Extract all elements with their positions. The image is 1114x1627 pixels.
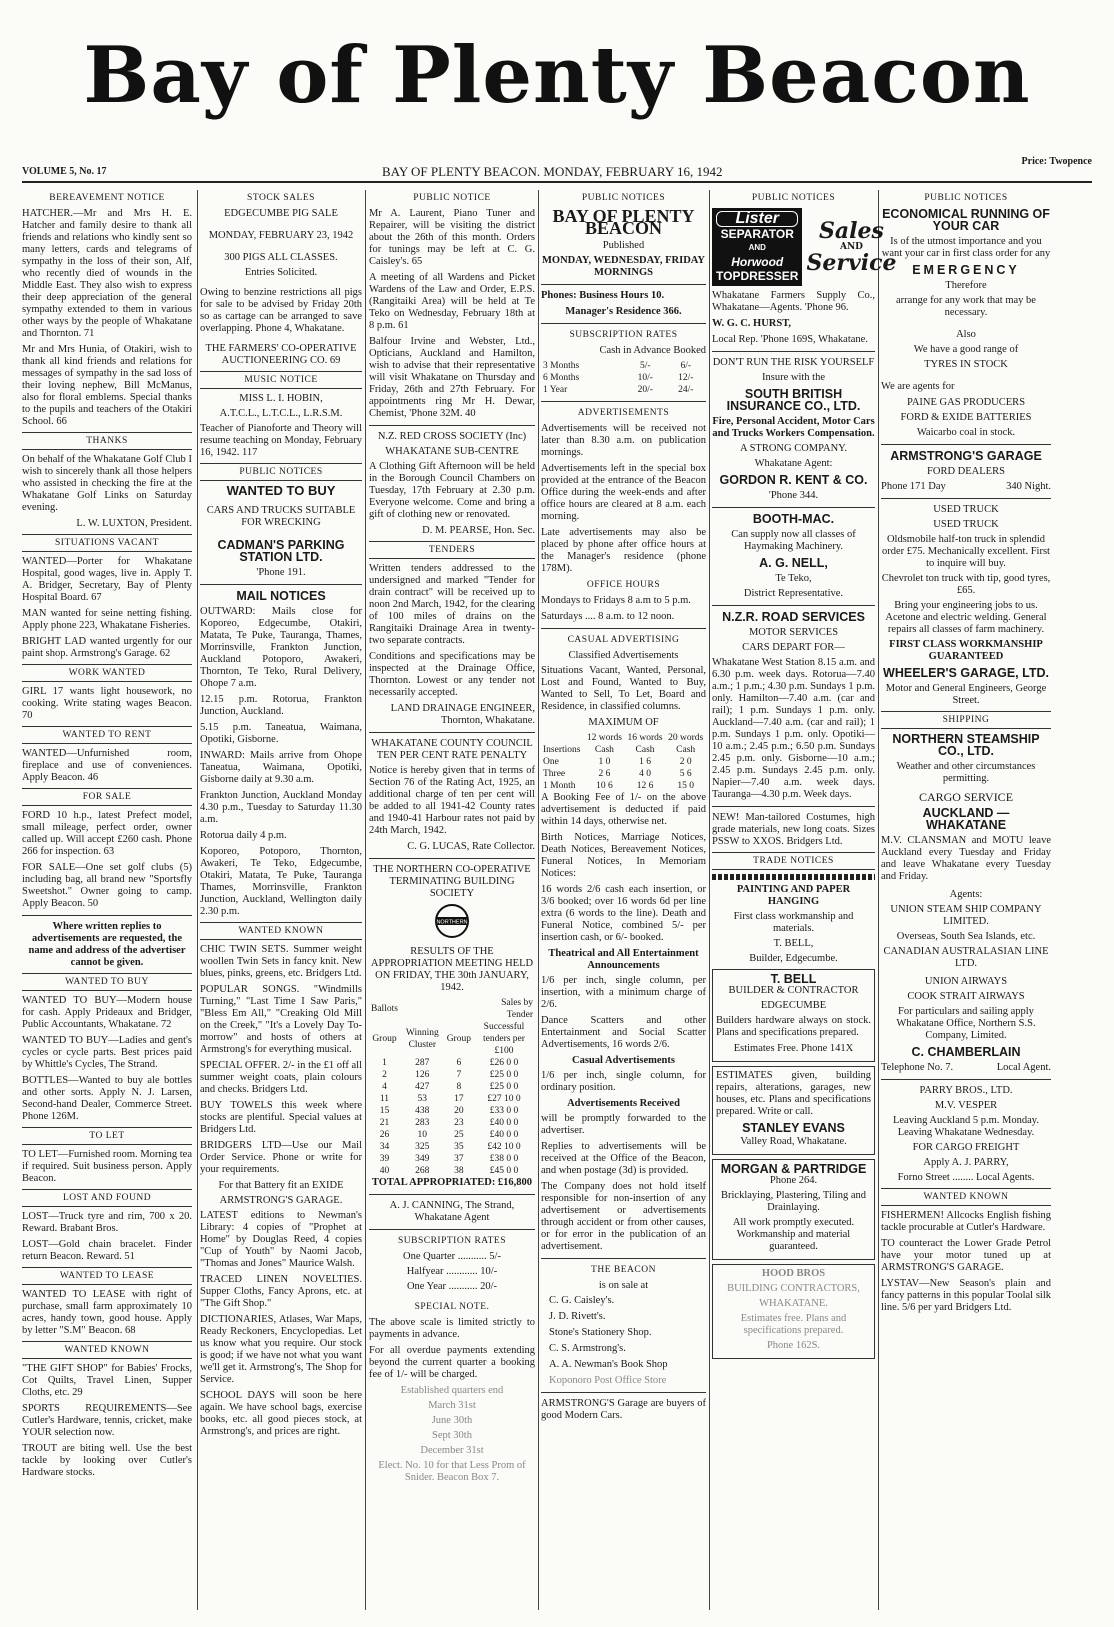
section-heading: THE BEACON <box>591 1265 656 1275</box>
ad-line: MOTOR SERVICES <box>748 627 839 638</box>
classified-ad: DICTIONARIES, Atlases, War Maps, Ready Reckoners, Encyclopedias. Let us know what you require. Our stock is good; if we have not what you want we'll get it. Armstrong's, The Shop for Service. <box>200 1314 362 1385</box>
ad-body: Whakatane Farmers Supply Co., Whakatane—Agents. 'Phone 96. <box>712 290 875 313</box>
ad-body: Chevrolet ton truck with tip, good tyres, £65. <box>881 573 1051 596</box>
hood-ad: HOOD BROS BUILDING CONTRACTORS, WHAKATANE. Estimates free. Plans and specifications prepared. Phone 162S. <box>712 1264 875 1359</box>
ad-title: WANTED TO BUY <box>226 483 336 498</box>
total-appropriated: TOTAL APPROPRIATED: £16,800 <box>371 1177 533 1188</box>
column-1 <box>22 190 192 1610</box>
ad-line: For that Battery fit an EXIDE <box>218 1180 344 1191</box>
classified-ad: LOST—Gold chain bracelet. Finder return Beacon. Reward. 51 <box>22 1239 192 1262</box>
ad-line: Local Rep. 'Phone 169S, Whakatane. <box>712 334 868 345</box>
ad-title: ARMSTRONG'S GARAGE <box>890 449 1042 463</box>
ad-line: Te Teko, <box>775 573 812 584</box>
society-logo <box>369 903 535 943</box>
classified-ad: TRACED LINEN NOVELTIES. Supper Cloths, Fancy Aprons, etc. at "The Gift Shop." <box>200 1274 362 1309</box>
ad-line: CARS DEPART FOR— <box>742 642 845 653</box>
ad-line: COOK STRAIT AIRWAYS <box>907 991 1025 1002</box>
column-rule <box>197 190 198 1610</box>
section-heading: WANTED TO LEASE <box>22 1267 192 1285</box>
ad-title: WHEELER'S GARAGE, LTD. <box>883 666 1049 680</box>
ad-line: Therefore <box>945 280 987 291</box>
agent-item: C. S. Armstrong's. <box>549 1343 626 1354</box>
column-5 <box>712 190 897 1610</box>
evans-ad: ESTIMATES given, building repairs, alterations, garages, new houses, etc. Plans and specifications prepared. Write or call. STANLEY EVANS Valley Road, Whakatane. <box>712 1066 875 1155</box>
notice: Notice is hereby given that in terms of Section 76 of the Rating Act, 1925, an additional charge of ten per cent will be added to all 1941-42 County rates and 1940-41 Harbour rates not paid by 24th March, 1942. <box>369 765 535 836</box>
classified-ad: WANTED TO LEASE with right of purchase, small farm approximately 10 acres, handy town, good house. Apply by letter "S.M" Beacon. 68 <box>22 1289 192 1336</box>
ad-line: A.T.C.L., L.T.C.L., L.R.S.M. <box>219 408 343 419</box>
lister-ad <box>712 208 897 286</box>
table-row: 6 Months 10/- 12/- <box>543 373 694 383</box>
faded-text: December 31st <box>420 1445 484 1456</box>
agent-item: A. A. Newman's Book Shop <box>549 1359 668 1370</box>
ad-title: BOOTH-MAC. <box>752 512 835 526</box>
ad-line: FOR CARGO FREIGHT <box>912 1142 1020 1153</box>
classified-ad: BRIDGERS LTD—Use our Mail Order Service. Phone or write for your requirements. <box>200 1140 362 1175</box>
table-row: 1 Year 20/- 24/- <box>543 385 694 395</box>
section-heading: TRADE NOTICES <box>712 852 875 870</box>
notice: On behalf of the Whakatane Golf Club I wish to sincerely thank all those helpers who assisted in checking the fire at the Whakatane Golf Links on Saturday evening. <box>22 454 192 513</box>
section-heading: STOCK SALES <box>247 193 315 203</box>
classified-ad: MAN wanted for seine netting fishing. Apply phone 223, Whakatane Fisheries. <box>22 608 192 631</box>
ad-body: For particulars and sailing apply Whakatane Office, Northern S.S. Company, Limited. <box>896 1006 1036 1041</box>
tel-line: Telephone No. 7. Local Agent. <box>881 1062 1051 1073</box>
ad-line: arrange for any work that may be necessary. <box>896 295 1036 318</box>
notice: A Clothing Gift Afternoon will be held in the Borough Council Chambers on Tuesday, 17th February at 2.30 p.m. Everyone welcome. Come and bring a gift of clothing new or renovated. <box>369 461 535 520</box>
ad-line: We are agents for <box>881 381 955 392</box>
column-6 <box>881 190 1051 1610</box>
section-heading: PUBLIC NOTICES <box>751 193 836 203</box>
faded-text: March 31st <box>428 1400 476 1411</box>
sales-service-logo: Sales AND Service <box>806 218 897 276</box>
ad-body: Oldsmobile half-ton truck in splendid order £75. Mechanically excellent. First to inquire will buy. <box>882 534 1050 569</box>
notice: 16 words 2/6 cash each insertion, or 3/6 booked; over 16 words 6d per line extra (6 words to the line). Death and Funeral Notice, combined 5/- per insertion cash, or 6/- booked. <box>541 884 706 943</box>
section-heading: TENDERS <box>369 541 535 559</box>
ad-line: FIRST CLASS WORKMANSHIP GUARANTEED <box>889 639 1043 662</box>
section-heading: SITUATIONS VACANT <box>22 534 192 552</box>
classified-ad: ARMSTRONG'S Garage are buyers of good Modern Cars. <box>541 1398 706 1421</box>
ad-line: ARMSTRONG'S GARAGE. <box>219 1195 343 1206</box>
ad-title: GORDON R. KENT & CO. <box>719 473 868 487</box>
section-heading: OFFICE HOURS <box>586 580 661 590</box>
ad-body: Koporeo, Potoporo, Thornton, Awakeri, Te Teko, Edgecumbe, Otakiri, Matata, Te Puke, Tauranga Thames, Morrinsville, Frankton Junction, Auckland, Wellington daily 2.30 p.m. <box>200 846 362 917</box>
ad-line: Weather and other circumstances permitting. <box>896 761 1036 784</box>
ad-body: Whakatane West Station 8.15 a.m. and 6.30 p.m. week days. Rotorua—7.40 a.m.; 1 p.m.; 4.30 p.m. Sundays 1 p.m. only. Hamilton—7.40 a.m. (car and rail); 1 p.m. Sundays 1 p.m. only. Auckland—7.40 a.m. (car and rail); 1 p.m. Sundays 1 p.m. only. Opotiki—10 a.m.; 2.45 p.m.; 6.50 p.m. Sundays 2.45 p.m. only. Gisborne—10 a.m.; 2.45 p.m. Sundays 2.45 p.m. only. Napier—7.40 a.m. week days. Tauranga—4.30 p.m. Week days. <box>712 657 875 800</box>
table-row: 40 268 38 £45 0 0 <box>379 1166 519 1176</box>
classified-ad: WANTED TO BUY—Modern house for cash. Apply Prideaux and Bridger, Public Accountants, Whakatane. 72 <box>22 995 192 1030</box>
ad-title: AUCKLAND — WHAKATANE <box>922 806 1010 832</box>
ad-line: CARGO SERVICE <box>918 790 1014 804</box>
classified-ad: LYSTAV—New Season's plain and fancy patterns in this popular Toolal silk line. 5/6 per yard Bridgers Ltd. <box>881 1278 1051 1313</box>
ad-line: Insure with the <box>762 372 825 383</box>
ad-line: CARS AND TRUCKS SUITABLE FOR WRECKING <box>206 505 356 528</box>
table-row: 2 126 7 £25 0 0 <box>382 1070 519 1080</box>
ad-title: NORTHERN STEAMSHIP CO., LTD. <box>892 732 1040 758</box>
ad-line: Also <box>956 329 976 340</box>
morgan-ad: MORGAN & PARTRIDGE Phone 264. Bricklaying, Plastering, Tiling and Drainlaying. All work promptly executed. Workmanship and material guaranteed. <box>712 1159 875 1260</box>
ad-line: Builder, Edgecumbe. <box>749 953 838 964</box>
section-heading: CASUAL ADVERTISING <box>567 635 680 645</box>
ad-line: M.V. VESPER <box>934 1100 998 1111</box>
issue-date: BAY OF PLENTY BEACON. MONDAY, FEBRUARY 16, 1942 <box>382 164 723 179</box>
classified-ad: GIRL 17 wants light housework, no cooking. Write stating wages Beacon. 70 <box>22 686 192 721</box>
notice: Late advertisements may also be placed by phone after office hours at the Manager's residence (phone 178M). <box>541 527 706 574</box>
notice: Dance Scatters and other Entertainment and Social Scatter Advertisements, 16 words 2/6. <box>541 1015 706 1050</box>
notice: A meeting of all Wardens and Picket Wardens of the Law and Order, E.P.S. (Rangitaiki Area) will be held at Te Teko on Wednesday, February 18th at 8 p.m. 61 <box>369 272 535 331</box>
ad-title: N.Z.R. ROAD SERVICES <box>722 610 865 624</box>
cash-header: Cash in Advance Booked <box>599 345 706 356</box>
section-heading: WANTED KNOWN <box>881 1188 1051 1206</box>
ad-date: MONDAY, FEBRUARY 23, 1942 <box>208 230 354 241</box>
section-heading: MUSIC NOTICE <box>200 371 362 389</box>
ad-body: Rotorua daily 4 p.m. <box>200 830 287 841</box>
dateline <box>22 156 1092 180</box>
notice: Mondays to Fridays 8 a.m to 5 p.m. <box>541 595 691 606</box>
section-heading: PUBLIC NOTICES <box>924 193 1008 203</box>
ad-title: MAIL NOTICES <box>236 589 326 603</box>
ad-body: M.V. CLANSMAN and MOTU leave Auckland every Tuesday and Friday and leave Whakatane every Tuesday and Friday. <box>881 835 1051 882</box>
classified-ad: SPORTS REQUIREMENTS—See Cutler's Hardware, tennis, cricket, make YOUR selection now. <box>22 1403 192 1438</box>
ad-line: 300 PIGS ALL CLASSES. <box>224 252 338 263</box>
classified-ad: LOST—Truck tyre and rim, 700 x 20. Reward. Brabant Bros. <box>22 1211 192 1234</box>
classified-ad: NEW! Man-tailored Costumes, high grade materials, new long coats. Sizes PSSW to XXOS. Bridgers Ltd. <box>712 812 875 847</box>
section-heading: ADVERTISEMENTS <box>577 408 670 418</box>
section-heading: PUBLIC NOTICES <box>200 463 362 481</box>
ad-line: Apply A. J. PARRY, <box>923 1157 1009 1168</box>
replies-note: Where written replies to advertisements are requested, the name and address of the advertiser cannot be given. <box>28 921 186 968</box>
section-heading: SHIPPING <box>881 711 1051 729</box>
section-heading: BEREAVEMENT NOTICE <box>49 193 165 203</box>
ad-line: W. G. C. HURST, <box>712 318 792 329</box>
notice: 1/6 per inch, single column, per insertion, with a minimum charge of 2/6. <box>541 975 706 1010</box>
table-row: 21 283 23 £40 0 0 <box>379 1118 519 1128</box>
ad-line: First class workmanship and materials. <box>733 911 854 934</box>
ad-line: Motor and General Engineers, George Street. <box>885 683 1047 706</box>
rate-line: Halfyear ............ 10/- <box>406 1266 498 1277</box>
ad-line: UNION STEAM SHIP COMPANY LIMITED. <box>890 904 1042 927</box>
table-row: 3 Months 5/- 6/- <box>543 361 692 371</box>
column-rule <box>878 190 879 1610</box>
notice-sub: WHAKATANE SUB-CENTRE <box>385 446 519 457</box>
ad-body: 12.15 p.m. Rotorua, Frankton Junction, Auckland. <box>200 694 362 717</box>
classified-ad: WANTED—Unfurnished room, fireplace and use of conveniences. Apply Beacon. 46 <box>22 748 192 783</box>
notice: Written tenders addressed to the undersigned and marked "Tender for drain contract" will be received up to noon 2nd March, 1942, for the clearing of 100 miles of drains on the Rangitaiki Drainage Area in twenty-two separate contracts. <box>369 563 535 646</box>
svg-text:NORTHERN: NORTHERN <box>436 919 468 926</box>
notice: The above scale is limited strictly to payments in advance. <box>369 1317 535 1340</box>
notice: HATCHER.—Mr and Mrs H. E. Hatcher and family desire to thank all friends and relations who kindly sent so many letters, cards and telegrams of sympathy in the loss of their son, Alf, who recently died of wounds in the Middle East. They also wish to express their deep appreciation of the general sympathy extended to them in various other ways by the people of Whakatane and Thornton. 71 <box>22 208 192 339</box>
rate-line: One Year ........... 20/- <box>406 1281 498 1292</box>
classified-ad: WANTED—Porter for Whakatane Hospital, good wages, live in. Apply T. A. Bridger, Secretary, Bay of Plenty Hospital Board. 67 <box>22 556 192 603</box>
notice: A Booking Fee of 1/- on the above advertisement is deducted if paid within 14 days, otherwise net. <box>541 792 706 827</box>
section-heading: SUBSCRIPTION RATES <box>398 1236 506 1246</box>
subscription-table <box>541 360 706 396</box>
faded-text: June 30th <box>431 1415 473 1426</box>
classified-ad: POPULAR SONGS. "Windmills Turning," "Last Time I Saw Paris," "Bless Em All," "Creaking Old Mill on the Creek," "It's a Lovely Day To-morrow" and hosts of others at Armstrong's for everything musical. <box>200 984 362 1055</box>
classified-ad: LATEST editions to Newman's Library: 4 copies of "Prophet at Home" by Douglas Reed, 4 copies "Cup of Youth" by Naomi Jacob, "Thomas and Jones" Maurice Walsh. <box>200 1210 362 1269</box>
notice: Balfour Irvine and Webster, Ltd., Opticians, Auckland and Hamilton, wish to advise that their representative will visit Whakatane on Thursday and Friday, 26th and 27th February. For appointments ring Mr H. Dewar, Chemist, 'Phone 32M. 40 <box>369 336 535 419</box>
ad-name: MISS L. I. HOBIN, <box>239 393 323 404</box>
classified-ad: WANTED TO BUY—Ladies and gent's cycles or cycle parts. Best prices paid by Whittle's Cycles, The Strand. <box>22 1035 192 1070</box>
table-row: 11 53 17 £27 10 0 <box>379 1094 521 1104</box>
ad-body: Teacher of Pianoforte and Theory will resume teaching on Monday, February 16, 1942. 117 <box>200 423 362 458</box>
section-heading: WORK WANTED <box>22 664 192 682</box>
section-heading: THANKS <box>22 432 192 450</box>
classified-ad: FOR SALE—One set golf clubs (5) including bag, all brand new "Sportsfly Sweetshot." Owner going to camp. Apply Beacon. 50 <box>22 862 192 909</box>
ad-line: PARRY BROS., LTD. <box>919 1085 1013 1096</box>
ad-title: C. CHAMBERLAIN <box>911 1045 1021 1059</box>
sub-heading: MAXIMUM OF <box>588 717 659 728</box>
ad-body: Bring your engineering jobs to us. Acetone and electric welding. General repairs all classes of farm machinery. <box>885 600 1047 635</box>
ad-line: Fire, Personal Accident, Motor Cars and Trucks Workers Compensation. <box>712 416 875 439</box>
notice: Saturdays .... 8 a.m. to 12 noon. <box>541 611 675 622</box>
column-4 <box>541 190 706 1610</box>
results-title: RESULTS OF THE APPROPRIATION MEETING HELD ON FRIDAY, THE 30th JANUARY, 1942. <box>370 946 534 993</box>
bell-ad: T. BELL BUILDER & CONTRACTOR EDGECUMBE Builders hardware always on stock. Plans and specifications prepared. Estimates Free. Phone 141X <box>712 969 875 1062</box>
sub-heading: Casual Advertisements <box>572 1055 675 1066</box>
classified-ad: FISHERMEN! Allcocks English fishing tackle procurable at Cutler's Hardware. <box>881 1210 1051 1233</box>
table-row: 34 325 35 £42 10 0 <box>379 1142 521 1152</box>
table-row: 39 349 37 £38 0 0 <box>379 1154 519 1164</box>
classified-ad: TROUT are biting well. Use the best tackle by looking over Cutler's Hardware stocks. <box>22 1443 192 1478</box>
notice: Mr A. Laurent, Piano Tuner and Repairer, will be visiting the district about the 26th of this month. Orders for tunings may be left at C. G. Caisley's. 65 <box>369 208 535 267</box>
section-heading: TO LET <box>22 1127 192 1145</box>
ad-line: Entries Solicited. <box>244 267 318 278</box>
ad-title: SOUTH BRITISH INSURANCE CO., LTD. <box>726 387 861 413</box>
sub-heading: Advertisements Received <box>567 1098 680 1109</box>
classified-ad: "THE GIFT SHOP" for Babies' Frocks, Cot Quilts, Travel Linen, Supper Cloths, etc. 29 <box>22 1363 192 1398</box>
column-2 <box>200 190 362 1610</box>
notice: For all overdue payments extending beyond the current quarter a booking fee of 1/- will be charged. <box>369 1345 535 1380</box>
classified-ad: BRIGHT LAD wanted urgently for our paint shop. Armstrong's Garage. 62 <box>22 636 192 659</box>
signature: LAND DRAINAGE ENGINEER, Thornton, Whakatane. <box>390 703 535 726</box>
paper-title: BAY OF PLENTY BEACON <box>552 206 695 238</box>
column-rule <box>538 190 539 1610</box>
classified-ad: FORD 10 h.p., latest Prefect model, small mileage, perfect order, owner called up. Will accept £260 cash. Phone 266 for inspection. 63 <box>22 810 192 857</box>
ad-title: PAINTING AND PAPER HANGING <box>736 884 851 907</box>
notice: Birth Notices, Marriage Notices, Death Notices, Bereavement Notices, Funeral Notices, In Memoriam Notices: <box>541 832 706 879</box>
ad-line: A STRONG COMPANY. <box>739 443 848 454</box>
ad-line: UNION AIRWAYS <box>924 976 1008 987</box>
ad-line: District Representative. <box>743 588 844 599</box>
ad-title: EDGECUMBE PIG SALE <box>224 208 338 219</box>
ad-line: Published <box>602 240 645 251</box>
faded-text: Sept 30th <box>432 1430 472 1441</box>
section-heading: PUBLIC NOTICE <box>413 193 491 203</box>
ad-title: CADMAN'S PARKING STATION LTD. <box>217 538 345 564</box>
section-heading: WANTED TO BUY <box>22 973 192 991</box>
rates-table: 12 words 16 words 20 words Insertions Cash Cash Cash One 1 0 1 6 2 0 Three 2 6 4 0 5 6 1 Month 10 6 12 6 15 0 <box>541 732 706 792</box>
table-row: 15 438 20 £33 0 0 <box>379 1106 519 1116</box>
agent-item: C. G. Caisley's. <box>549 1295 615 1306</box>
northern-logo-icon <box>434 903 470 939</box>
ad-body: Owing to benzine restrictions all pigs for sale to be advised by Friday 20th so as cartage can be arranged to save overlapping. Phone 4, Whakatane. <box>200 287 362 334</box>
price: Price: Twopence <box>1021 156 1092 167</box>
notice: The Company does not hold itself responsible for non-insertion of any advertisement or advertisements through accident or from other causes, or for error in the publication of an advertisement. <box>541 1181 706 1252</box>
decorative-border <box>712 874 875 880</box>
notice-title: THE NORTHERN CO-OPERATIVE TERMINATING BUILDING SOCIETY <box>373 864 531 899</box>
table-row: 1 287 6 £26 0 0 <box>382 1058 519 1068</box>
column-rule <box>709 190 710 1610</box>
faded-text: Established quarters end <box>400 1385 504 1396</box>
ad-line: USED TRUCK <box>933 519 999 530</box>
signature: D. M. PEARSE, Hon. Sec. <box>422 525 535 536</box>
ad-line: Overseas, South Sea Islands, etc. <box>896 931 1036 942</box>
table-row: 4 427 8 £25 0 0 <box>382 1082 519 1092</box>
table-row: Three 2 6 4 0 5 6 <box>543 769 692 779</box>
ad-line: FORD & EXIDE BATTERIES <box>900 412 1032 423</box>
ad-line: PAINE GAS PRODUCERS <box>906 397 1026 408</box>
classified-ad: BOTTLES—Wanted to buy ale bottles and other sorts. Apply N. J. Larsen, Second-hand Dealer, Commerce Street. Phone 126M. <box>22 1075 192 1122</box>
ad-line: FORD DEALERS <box>927 466 1005 477</box>
ad-line: Is of the utmost importance and you want your car in first class order for any <box>881 236 1051 259</box>
classified-ad: TO LET—Furnished room. Morning tea if required. Suit business person. Apply Beacon. <box>22 1149 192 1184</box>
notice: Situations Vacant, Wanted, Personal, Lost and Found, Wanted to Buy, Wanted to Sell, To Let, Board and Residence, in classified columns. <box>541 665 706 712</box>
classified-ad: SCHOOL DAYS will soon be here again. We have school bags, exercise books, etc. all good pieces stock, at Armstrong's, and prices are right. <box>200 1390 362 1437</box>
table-row: 26 10 25 £40 0 0 <box>379 1130 519 1140</box>
section-heading: SPECIAL NOTE. <box>414 1302 490 1312</box>
notice: Conditions and specifications may be inspected at the Drainage Office, Thornton. Lowest or any tender not necessarily accepted. <box>369 651 535 698</box>
ad-body: Frankton Junction, Auckland Monday 4.30 p.m., Tuesday to Saturday 11.30 a.m. <box>200 790 362 825</box>
ad-line: CANADIAN AUSTRALASIAN LINE LTD. <box>883 946 1049 969</box>
agent-item: Stone's Stationery Shop. <box>549 1327 652 1338</box>
classified-ad: SPECIAL OFFER. 2/- in the £1 off all summer weight coats, plain colours and checks. Bridgers Ltd. <box>200 1060 362 1095</box>
notice: Advertisements left in the special box provided at the entrance of the Beacon Office during the week-ends and after office hours are cleared at 8 a.m. each morning. <box>541 463 706 522</box>
masthead: Bay of Plenty Beacon <box>83 30 1031 121</box>
phone-line: Phone 171 Day 340 Night. <box>881 481 1051 492</box>
ad-line: 'Phone 191. <box>256 567 306 578</box>
notice-title: N.Z. RED CROSS SOCIETY (Inc) <box>377 431 527 442</box>
ad-body: OUTWARD: Mails close for Koporeo, Edgecumbe, Otakiri, Matata, Te Puke, Tauranga, Thames, Morrinsville, Frankton Junction, Auckland Potoporo, Awakeri, Thornton, Te Teko, Rural Delivery, Ohope 7 a.m. <box>200 606 362 689</box>
ad-line: Whakatane Agent: <box>754 458 833 469</box>
phones: Phones: Business Hours 10. <box>541 290 665 301</box>
section-heading: WANTED TO RENT <box>22 726 192 744</box>
ad-line: 'Phone 344. <box>768 490 819 501</box>
section-heading: WANTED KNOWN <box>22 1341 192 1359</box>
section-heading: LOST AND FOUND <box>22 1189 192 1207</box>
ad-line: We have a good range of <box>913 344 1019 355</box>
rate-line: One Quarter ........... 5/- <box>403 1251 501 1262</box>
section-heading: SUBSCRIPTION RATES <box>569 330 678 340</box>
column-3 <box>369 190 535 1610</box>
ad-line: Waicarbo coal in stock. <box>916 427 1016 438</box>
results-table: Ballots Sales by Tender Group Winning Cluster Group Successful tenders per £100 1 287 6 £26 0 0 2 126 7 £25 0 0 4 427 8 £25 0 0 11 53 17 £27 10 0 15 438 20 £33 0 0 21 283 23 £40 0 0 26 10 25 £40 0 0 34 325 35 £42 10 0 39 349 37 £38 0 0 40 268 38 £45 0 0 <box>371 998 533 1176</box>
agent-item: Koponoro Post Office Store <box>549 1375 667 1386</box>
ad-title: EMERGENCY <box>912 263 1020 277</box>
column-rule <box>365 190 366 1610</box>
ad-body: 5.15 p.m. Taneatua, Waimana, Opotiki, Gisborne. <box>200 722 362 745</box>
ad-heading: DON'T RUN THE RISK YOURSELF <box>712 357 875 368</box>
phones: Manager's Residence 366. <box>565 306 682 317</box>
classified-ad: TO counteract the Lower Grade Petrol have your motor tuned up at ARMSTRONG'S GARAGE. <box>881 1238 1051 1273</box>
classified-ad: CHIC TWIN SETS. Summer weight woollen Twin Sets in fancy knit. New blues, pinks, greens, etc. Bridgers Ltd. <box>200 944 362 979</box>
ad-line: TYRES IN STOCK <box>924 359 1008 370</box>
ad-line: Forno Street ........ Local Agents. <box>897 1172 1035 1183</box>
notice: Mr and Mrs Hunia, of Otakiri, wish to thank all kind friends and relations for messages of sympathy in the sad loss of their loving nephew, Bill McManus, also for floral emblems. Special thanks to the pupils and teachers of the Otakiri School. 66 <box>22 344 192 427</box>
classified-ad: BUY TOWELS this week where stocks are plentiful. Special values at Bridgers Ltd. <box>200 1100 362 1135</box>
agent-item: J. D. Rivett's. <box>549 1311 606 1322</box>
notice: Advertisements will be received not later than 8.30 a.m. on publication mornings. <box>541 423 706 458</box>
ad-title: ECONOMICAL RUNNING OF YOUR CAR <box>882 207 1050 233</box>
section-heading: PUBLIC NOTICES <box>581 193 666 203</box>
ad-line: MONDAY, WEDNESDAY, FRIDAY MORNINGS <box>542 255 705 278</box>
section-heading: FOR SALE <box>22 788 192 806</box>
sub-heading: is on sale at <box>598 1280 649 1291</box>
faded-text: Elect. No. 10 for that Less Prom of Snider. Beacon Box 7. <box>378 1460 526 1483</box>
volume: VOLUME 5, No. 17 <box>22 166 107 177</box>
ad-body: Leaving Auckland 5 p.m. Monday. Leaving Whakatane Wednesday. <box>892 1115 1039 1138</box>
table-row: 1 Month 10 6 12 6 15 0 <box>543 781 694 791</box>
lister-logo: Lister SEPARATOR AND Horwood TOPDRESSER <box>712 208 802 286</box>
table-row: One 1 0 1 6 2 0 <box>543 757 692 767</box>
sub-heading: Theatrical and All Entertainment Announcements <box>548 948 699 971</box>
ad-body: INWARD: Mails arrive from Ohope Taneatua, Waimana, Opotiki, Gisborne daily at 9.30 a.m. <box>200 750 362 785</box>
ad-line: T. BELL, <box>773 938 814 949</box>
agent: A. J. CANNING, The Strand, Whakatane Agent <box>389 1200 515 1223</box>
ad-line: Agents: <box>949 889 983 900</box>
ad-line: USED TRUCK <box>933 504 999 515</box>
notice: Replies to advertisements will be received at the Office of the Beacon, and when postage (3d) is provided. <box>541 1141 706 1176</box>
signature: C. G. LUCAS, Rate Collector. <box>407 841 535 852</box>
notice: will be promptly forwarded to the advertiser. <box>541 1113 706 1136</box>
notice-title: WHAKATANE COUNTY COUNCIL TEN PER CENT RATE PENALTY <box>371 738 533 761</box>
ad-line: Can supply now all classes of Haymaking Machinery. <box>731 529 856 552</box>
sub-heading: Classified Advertisements <box>568 650 679 661</box>
ad-sign: THE FARMERS' CO-OPERATIVE AUCTIONEERING CO. 69 <box>205 343 357 366</box>
section-heading: WANTED KNOWN <box>200 922 362 940</box>
ad-title: A. G. NELL, <box>759 556 828 570</box>
notice: 1/6 per inch, single column, for ordinary position. <box>541 1070 706 1093</box>
signature: L. W. LUXTON, President. <box>76 518 192 529</box>
header-rule <box>22 181 1092 183</box>
